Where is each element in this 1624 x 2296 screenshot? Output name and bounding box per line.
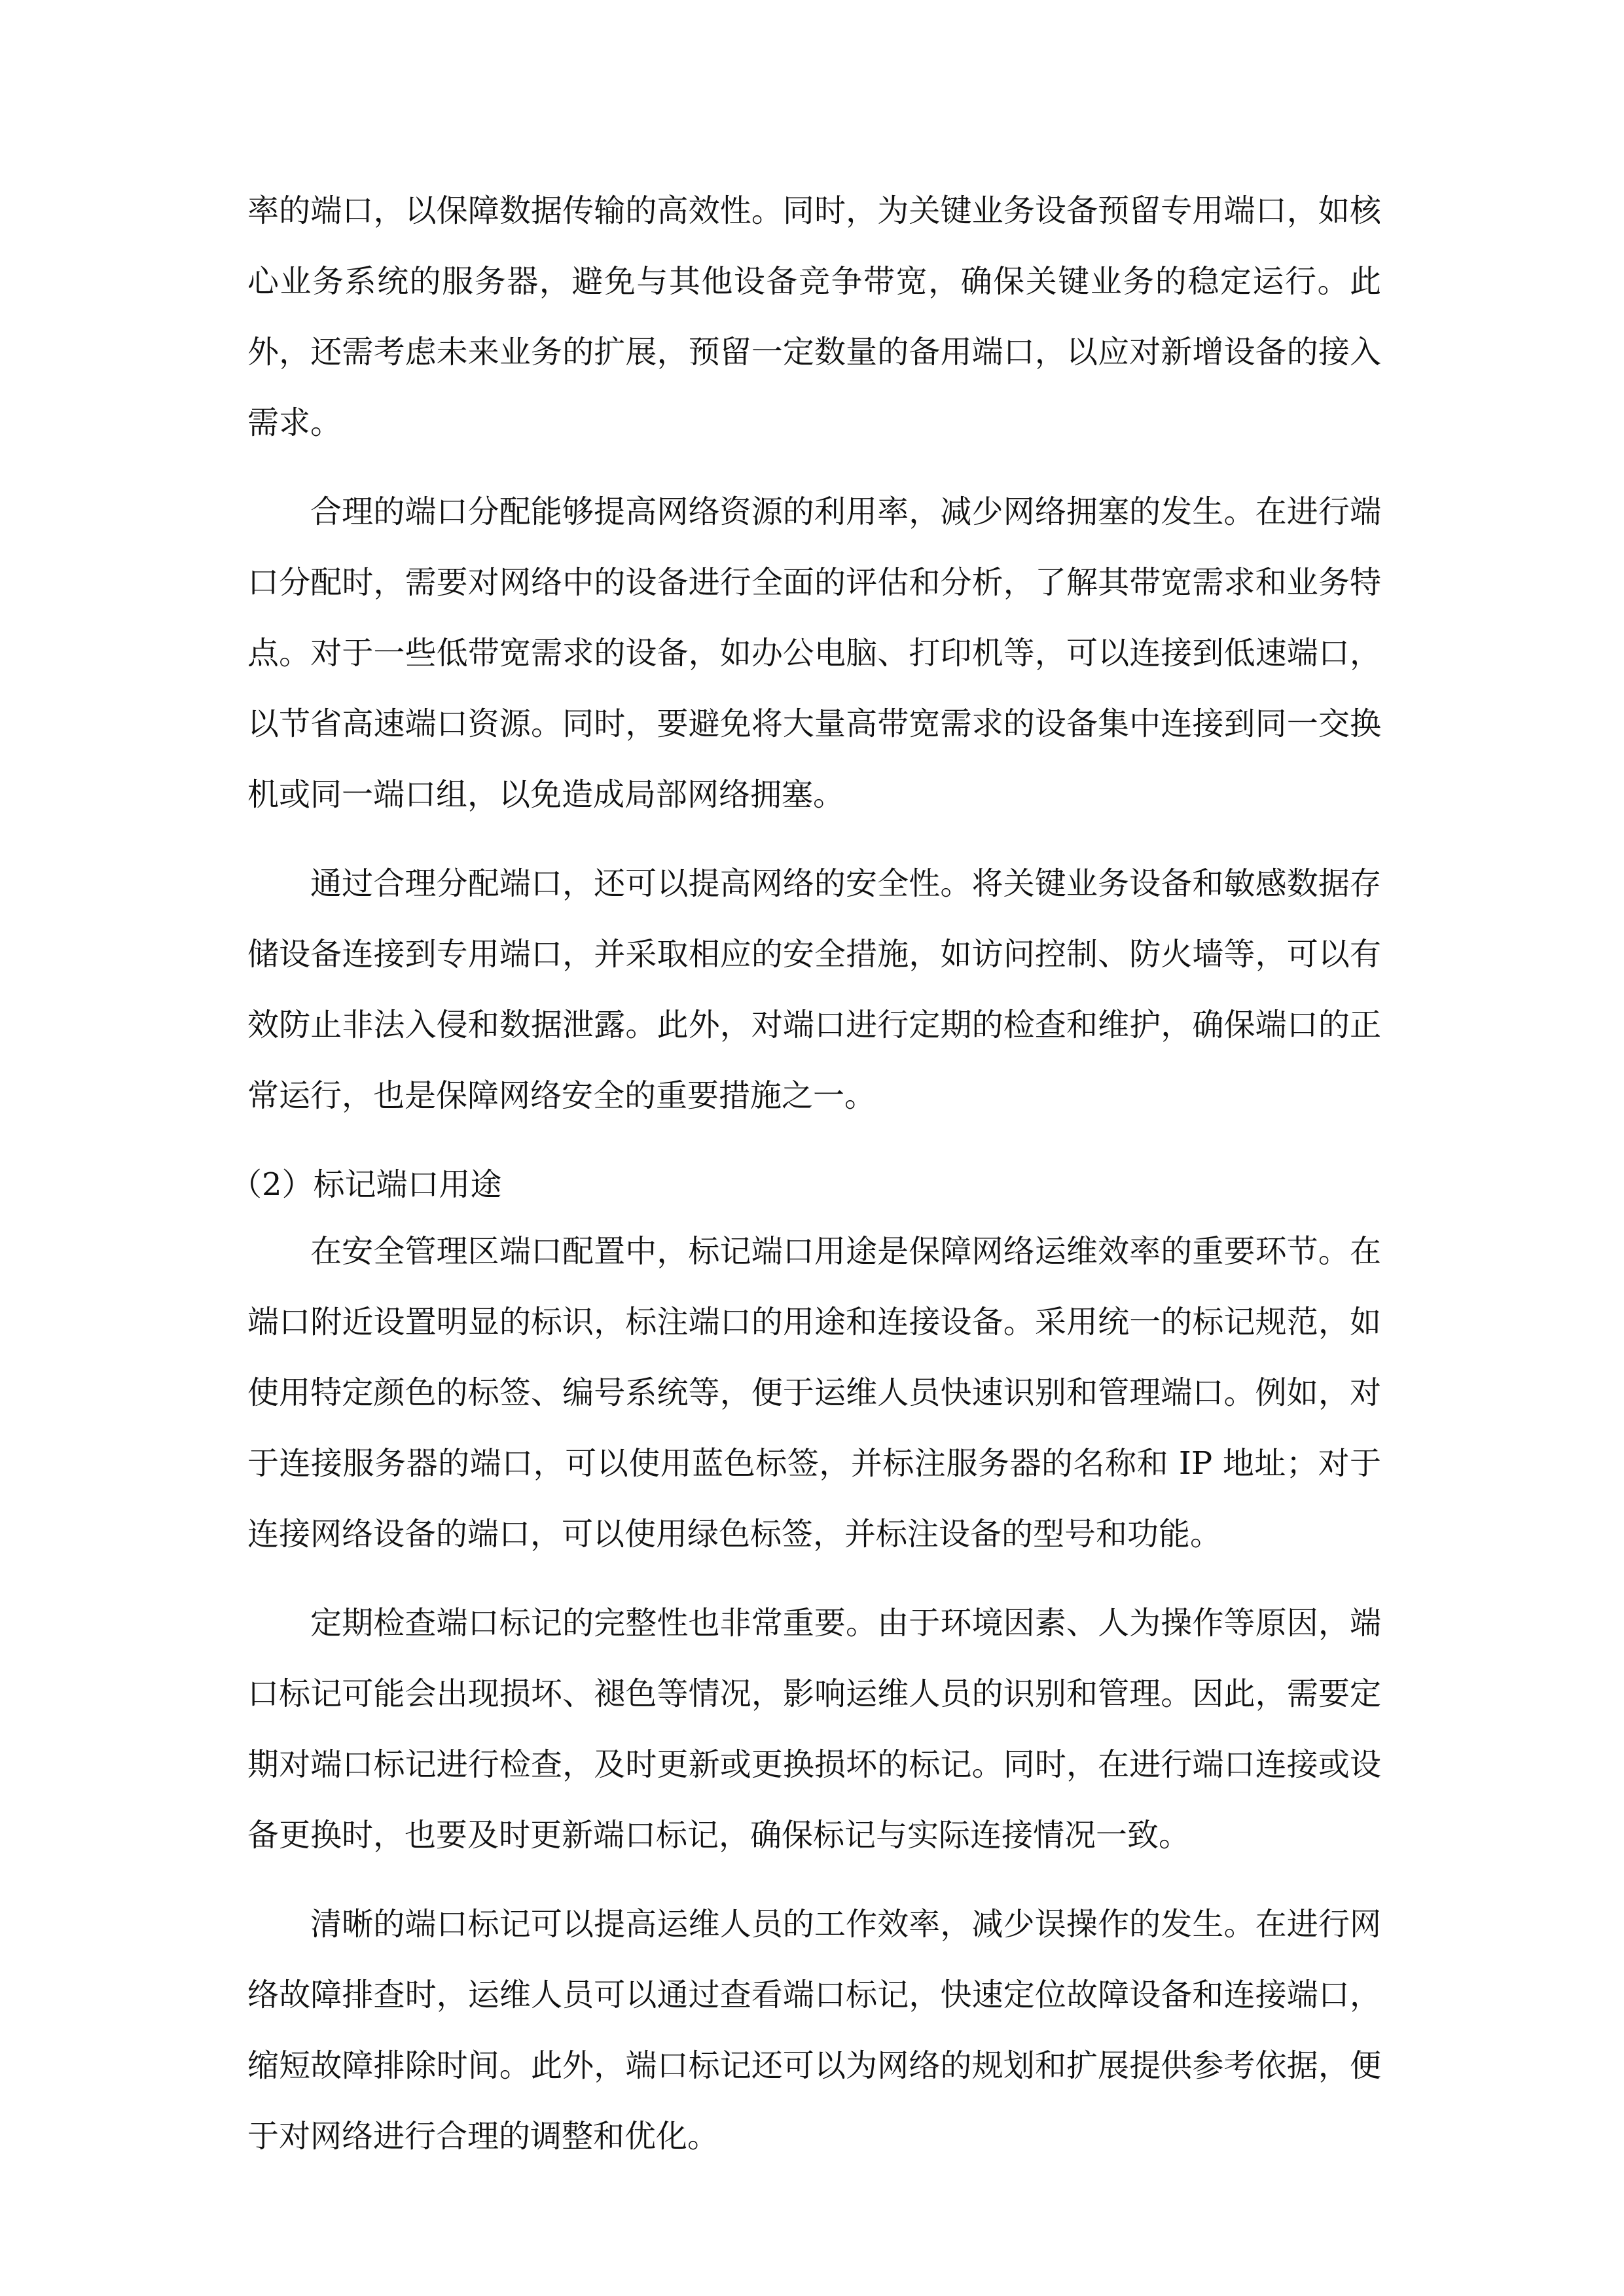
paragraph-port-allocation-security: 通过合理分配端口，还可以提高网络的安全性。将关键业务设备和敏感数据存储设备连接到专用端口，并采取相应的安全措施，如访问控制、防火墙等，可以有效防止非法入侵和数据泄露。此外，对端口进行定期的检查和维护，确保端口的正常运行，也是保障网络安全的重要措施之一。	[247, 865, 1381, 1114]
section-heading-mark-port-usage: （2）标记端口用途	[230, 1166, 502, 1203]
document-body	[230, 175, 1381, 2190]
paragraph-mark-port-usage: 在安全管理区端口配置中，标记端口用途是保障网络运维效率的重要环节。在端口附近设置明显的标识，标注端口的用途和连接设备。采用统一的标记规范，如使用特定颜色的标签、编号系统等，便于运维人员快速识别和管理端口。例如，对于连接服务器的端口，可以使用蓝色标签，并标注服务器的名称和 IP 地址；对于连接网络设备的端口，可以使用绿色标签，并标注设备的型号和功能。	[247, 1233, 1381, 1552]
paragraph-continuation: 率的端口，以保障数据传输的高效性。同时，为关键业务设备预留专用端口，如核心业务系统的服务器，避免与其他设备竞争带宽，确保关键业务的稳定运行。此外，还需考虑未来业务的扩展，预留一定数量的备用端口，以应对新增设备的接入需求。	[247, 192, 1381, 441]
paragraph-mark-benefits: 清晰的端口标记可以提高运维人员的工作效率，减少误操作的发生。在进行网络故障排查时，运维人员可以通过查看端口标记，快速定位故障设备和连接端口，缩短故障排除时间。此外，端口标记还可以为网络的规划和扩展提供参考依据，便于对网络进行合理的调整和优化。	[247, 1906, 1381, 2155]
paragraph-port-allocation-efficiency: 合理的端口分配能够提高网络资源的利用率，减少网络拥塞的发生。在进行端口分配时，需要对网络中的设备进行全面的评估和分析，了解其带宽需求和业务特点。对于一些低带宽需求的设备，如办公电脑、打印机等，可以连接到低速端口，以节省高速端口资源。同时，要避免将大量高带宽需求的设备集中连接到同一交换机或同一端口组，以免造成局部网络拥塞。	[247, 493, 1381, 813]
paragraph-mark-integrity-check: 定期检查端口标记的完整性也非常重要。由于环境因素、人为操作等原因，端口标记可能会出现损坏、褪色等情况，影响运维人员的识别和管理。因此，需要定期对端口标记进行检查，及时更新或更换损坏的标记。同时，在进行端口连接或设备更换时，也要及时更新端口标记，确保标记与实际连接情况一致。	[247, 1605, 1381, 1854]
